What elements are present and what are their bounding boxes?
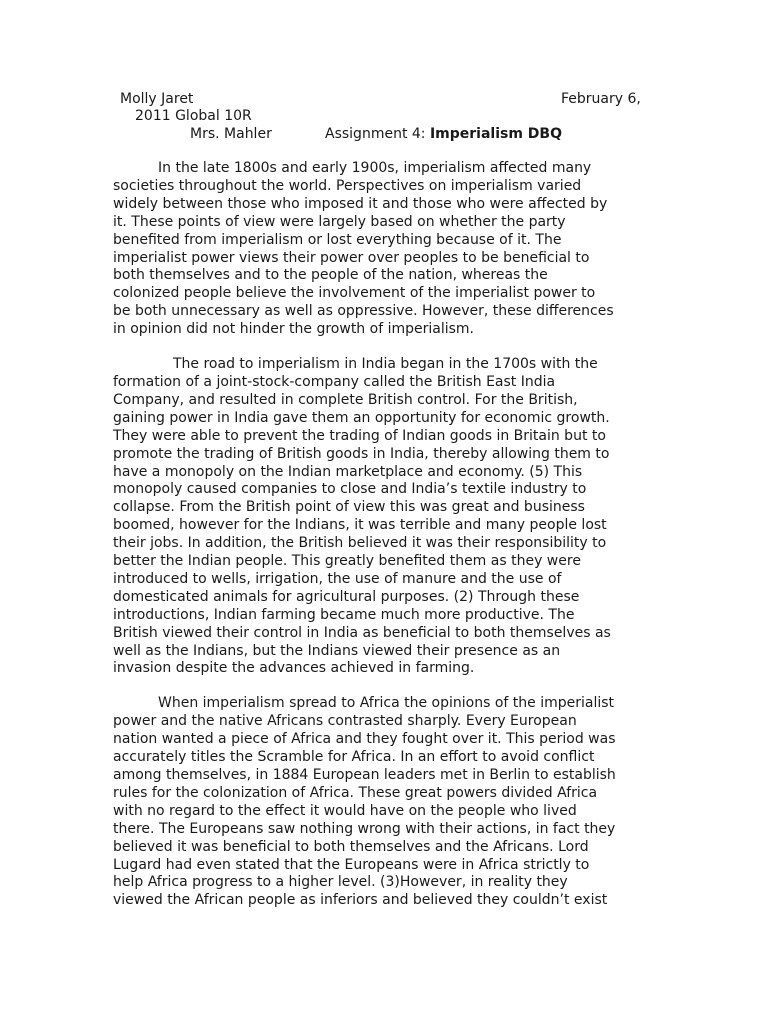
paragraph-line: viewed the African people as inferiors and believed they couldn’t exist: [113, 892, 608, 909]
paragraph-line: boomed, however for the Indians, it was terrible and many people lost: [113, 517, 607, 534]
paragraph-line: well as the Indians, but the Indians viewed their presence as an: [113, 642, 561, 659]
paragraph-line: better the Indian people. This greatly benefited them as they were: [113, 553, 581, 570]
paragraph-line: formation of a joint-stock-company called the British East India: [113, 373, 556, 390]
assignment-title: Imperialism DBQ: [429, 126, 563, 142]
paragraph-line: introductions, Indian farming became much more productive. The: [113, 606, 575, 623]
paragraph-line: both themselves and to the people of the nation, whereas the: [113, 267, 548, 284]
paragraph-india: [113, 356, 658, 678]
paragraph-line: colonized people believe the involvement of the imperialist power to: [113, 285, 596, 302]
paragraph-line: there. The Europeans saw nothing wrong with their actions, in fact they: [113, 820, 616, 837]
paragraph-line: monopoly caused companies to close and India’s textile industry to: [113, 481, 587, 498]
paragraph-line: with no regard to the effect it would have on the people who lived: [113, 802, 577, 819]
paragraph-intro: [113, 160, 658, 339]
paragraph-line: believed it was beneficial to both themselves and the Africans. Lord: [113, 838, 589, 855]
course-name: 2011 Global 10R: [135, 108, 252, 124]
paragraph-line: Company, and resulted in complete British control. For the British,: [113, 391, 578, 408]
paragraph-line: widely between those who imposed it and those who were affected by: [113, 195, 608, 212]
paragraph-line: domesticated animals for agricultural purposes. (2) Through these: [113, 588, 580, 605]
paragraph-line: The road to imperialism in India began in the 1700s with the: [173, 356, 598, 373]
paragraph-line: help Africa progress to a higher level. (3)However, in reality they: [113, 874, 568, 891]
paragraph-line: introduced to wells, irrigation, the use of manure and the use of: [113, 570, 562, 587]
student-name: Molly Jaret: [120, 91, 194, 107]
paragraph-line: When imperialism spread to Africa the opinions of the imperialist: [158, 695, 615, 712]
paragraph-line: it. These points of view were largely based on whether the party: [113, 213, 566, 230]
assignment-prefix: Assignment 4:: [325, 126, 430, 142]
paragraph-line: collapse. From the British point of view this was great and business: [113, 499, 585, 516]
paragraph-line: invasion despite the advances achieved in farming.: [113, 660, 475, 677]
paragraph-line: gaining power in India gave them an opportunity for economic growth.: [113, 409, 610, 426]
paragraph-line: nation wanted a piece of Africa and they fought over it. This period was: [113, 731, 616, 748]
paragraph-line: In the late 1800s and early 1900s, imperialism affected many: [158, 160, 592, 176]
paragraph-line: among themselves, in 1884 European leaders met in Berlin to establish: [113, 767, 616, 783]
paragraph-line: societies throughout the world. Perspectives on imperialism varied: [113, 177, 582, 194]
paragraph-line: imperialist power views their power over peoples to be beneficial to: [113, 249, 590, 266]
paragraph-line: benefited from imperialism or lost everything because of it. The: [113, 231, 562, 248]
paragraph-line: have a monopoly on the Indian marketplace and economy. (5) This: [113, 463, 583, 480]
essay-body: [113, 160, 658, 927]
assignment-heading: [325, 125, 562, 143]
paragraph-line: be both unnecessary as well as oppressive. However, these differences: [113, 303, 614, 320]
paragraph-africa: [113, 695, 658, 910]
paragraph-line: power and the native Africans contrasted sharply. Every European: [113, 713, 577, 730]
paragraph-line: in opinion did not hinder the growth of imperialism.: [113, 321, 474, 338]
paragraph-line: promote the trading of British goods in India, thereby allowing them to: [113, 445, 610, 462]
paragraph-line: British viewed their control in India as beneficial to both themselves as: [113, 624, 611, 641]
paragraph-line: They were able to prevent the trading of Indian goods in Britain but to: [113, 427, 606, 444]
paragraph-line: Lugard had even stated that the Europeans were in Africa strictly to: [113, 856, 590, 873]
document-date: February 6,: [561, 91, 641, 107]
paragraph-line: accurately titles the Scramble for Africa. In an effort to avoid conflict: [113, 749, 595, 766]
paragraph-line: rules for the colonization of Africa. These great powers divided Africa: [113, 784, 598, 801]
teacher-name: Mrs. Mahler: [190, 126, 272, 142]
paragraph-line: their jobs. In addition, the British believed it was their responsibility to: [113, 535, 607, 552]
